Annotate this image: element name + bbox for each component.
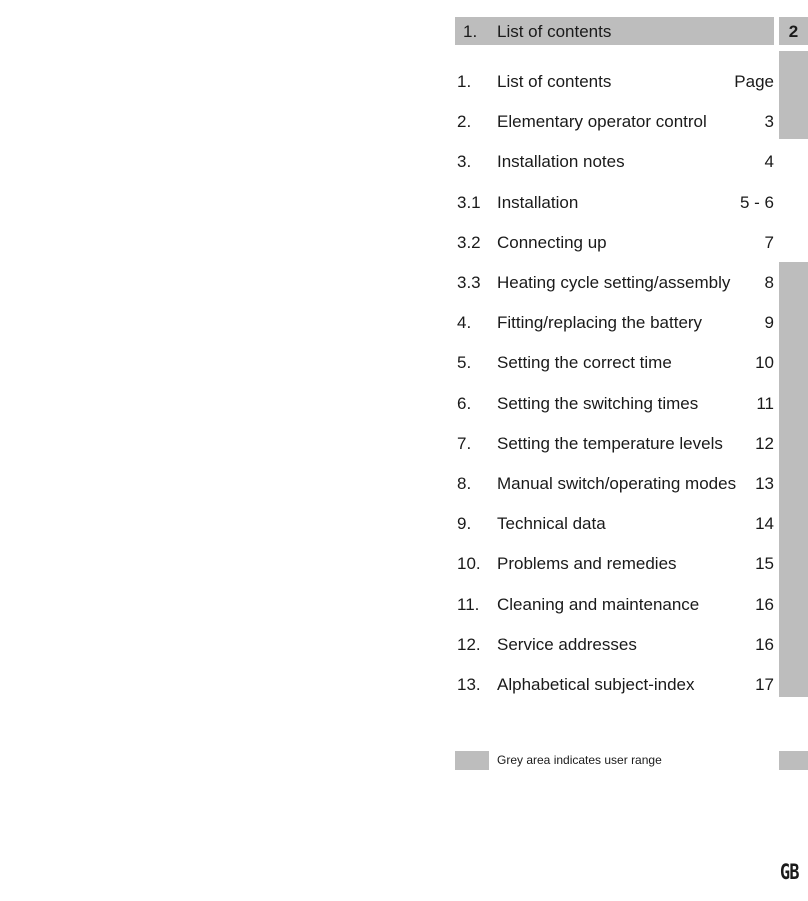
- toc-entry-title: Setting the temperature levels: [497, 434, 723, 453]
- toc-entry-page: 4: [764, 152, 774, 171]
- toc-entry-number: 7.: [457, 434, 472, 453]
- toc-entry-title: Technical data: [497, 514, 606, 533]
- toc-entry-page: 12: [755, 434, 774, 453]
- toc-entry-number: 8.: [457, 474, 472, 493]
- toc-entry-number: 13.: [457, 675, 481, 694]
- toc-entry-title: Cleaning and maintenance: [497, 595, 700, 614]
- toc-entry-page: 16: [755, 635, 774, 654]
- toc-entry-number: 3.: [457, 152, 472, 171]
- toc-entry-page: 9: [764, 313, 774, 332]
- toc-entry-page: 10: [755, 353, 774, 372]
- user-range-marker: [779, 262, 808, 697]
- toc-entry-number: 1.: [457, 72, 472, 91]
- toc-entry: [455, 392, 775, 416]
- toc-entry-page: 13: [755, 474, 774, 493]
- toc-entry-number: 3.2: [457, 233, 481, 252]
- toc-entry-number: 5.: [457, 353, 472, 372]
- toc-entry-page: 7: [764, 233, 774, 252]
- toc-entry: [455, 512, 775, 536]
- toc-entry-number: 3.1: [457, 193, 481, 212]
- toc-entry-number: 4.: [457, 313, 472, 332]
- language-code: GB: [780, 860, 799, 884]
- toc-entry: [455, 110, 775, 134]
- toc-entry-title: Setting the switching times: [497, 394, 699, 413]
- toc-entry: [455, 472, 775, 496]
- legend-grey-swatch-right: [779, 751, 808, 770]
- toc-entry-number: 12.: [457, 635, 481, 654]
- toc-entry-page: 16: [755, 595, 774, 614]
- toc-entry: [455, 633, 775, 657]
- toc-entry-title: Problems and remedies: [497, 554, 677, 573]
- toc-entry-page: 15: [755, 554, 774, 573]
- page-number: 2: [779, 17, 808, 45]
- toc-entry-number: 11.: [457, 595, 480, 614]
- toc-entry-page: 3: [764, 112, 774, 131]
- toc-entry-title: Installation notes: [497, 152, 625, 171]
- toc-entry-page: 5 - 6: [739, 193, 774, 212]
- toc-entry-number: 2.: [457, 112, 472, 131]
- legend-grey-swatch: [455, 751, 489, 770]
- toc-entry: [455, 432, 775, 456]
- toc-entry-title: Elementary operator control: [497, 112, 707, 131]
- toc-entry-page: 17: [755, 675, 774, 694]
- toc-entry: [455, 673, 775, 697]
- toc-entry: [455, 552, 775, 576]
- toc-entry: [455, 191, 775, 215]
- toc-entry-page: 8: [764, 273, 774, 292]
- toc-entry-page: 11: [756, 394, 774, 413]
- toc-entry-title: List of contents: [497, 72, 612, 91]
- toc-entry-number: 3.3: [457, 273, 481, 292]
- toc-entry-page: 14: [755, 514, 774, 533]
- section-header-title: List of contents: [497, 22, 612, 41]
- toc-entry: [455, 593, 775, 617]
- toc-entry-number: 6.: [457, 394, 472, 413]
- toc-entry-title: Connecting up: [497, 233, 607, 252]
- toc-entry: [455, 351, 775, 375]
- toc-entry-title: Installation: [497, 193, 579, 212]
- toc-entry-page: Page: [734, 72, 774, 91]
- toc-entry-title: Service addresses: [497, 635, 637, 654]
- toc-entry: [455, 271, 775, 295]
- toc-entry-title: Manual switch/operating modes: [497, 474, 737, 493]
- toc-entry-title: Fitting/replacing the battery: [497, 313, 703, 332]
- section-header-number: 1.: [463, 22, 478, 41]
- toc-entry-title: Heating cycle setting/assembly: [497, 273, 731, 292]
- toc-entry: [455, 70, 775, 94]
- toc-entry: [455, 311, 775, 335]
- user-range-marker: [779, 51, 808, 139]
- toc-entry-title: Alphabetical subject-index: [497, 675, 695, 694]
- toc-entry: [455, 231, 775, 255]
- toc-entry-number: 9.: [457, 514, 472, 533]
- toc-entry-number: 10.: [457, 554, 481, 573]
- toc-entry-title: Setting the correct time: [497, 353, 672, 372]
- toc-entry: [455, 150, 775, 174]
- legend-text: Grey area indicates user range: [497, 753, 662, 767]
